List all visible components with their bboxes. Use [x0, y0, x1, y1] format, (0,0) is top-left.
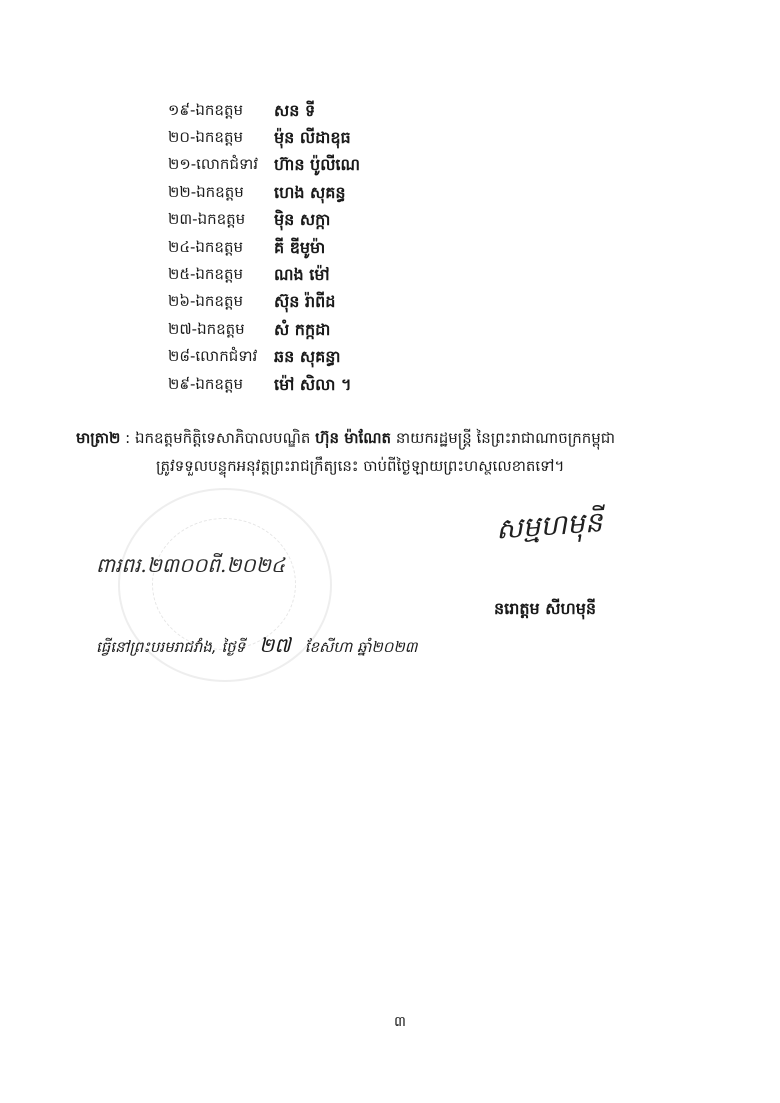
- article-text-after: នាយករដ្ឋមន្ត្រី នៃព្រះរាជាណាចក្រកម្ពុជា: [391, 429, 616, 447]
- royal-signature: សម្មហមុនី: [494, 505, 604, 546]
- item-number: ២៩-: [168, 374, 196, 393]
- item-name: ហេង សុគន្ធ: [274, 182, 346, 202]
- handwritten-day: ២៧: [259, 633, 291, 657]
- item-name: ហ៊ាន ប៉ូលីណេ: [274, 155, 361, 175]
- item-number: ២៦-: [168, 292, 196, 311]
- item-number: ១៩-: [168, 100, 196, 119]
- embossed-seal-inner: [152, 518, 296, 650]
- article-2: [76, 424, 756, 480]
- item-name: ម៉ិន សក្កា: [274, 210, 331, 230]
- item-title: ឯកឧត្តម: [195, 265, 243, 284]
- item-title: ឯកឧត្តម: [197, 319, 245, 338]
- item-title: ឯកឧត្តម: [195, 374, 243, 393]
- article-label: មាត្រា២: [76, 429, 121, 447]
- list-item: [168, 153, 360, 180]
- signer-name: នរោត្តម សីហមុនី: [494, 599, 597, 618]
- appointee-list: [168, 98, 360, 399]
- list-item: [168, 317, 360, 344]
- item-name: ម៉ៅ សិលា ។: [274, 374, 352, 394]
- item-name: ណង ម៉ៅ: [274, 265, 330, 285]
- item-number: ២១-: [168, 155, 197, 174]
- list-item: [168, 125, 360, 152]
- item-title: ឯកឧត្តម: [197, 210, 246, 229]
- item-name: ឆន សុគន្ធា: [274, 347, 341, 367]
- list-item: [168, 235, 360, 262]
- item-name: សន ទី: [274, 100, 316, 120]
- list-item: [168, 262, 360, 289]
- item-name: គី ឌីមូម៉ា: [274, 237, 326, 257]
- item-name: ស៊ុន រ៉ាពីដ: [274, 292, 336, 312]
- place-date-prefix: ធ្វើនៅព្រះបរមរាជវាំង, ថ្ងៃទី: [96, 638, 246, 656]
- item-title: លោកជំទាវ: [196, 155, 259, 174]
- list-item: [168, 290, 360, 317]
- item-number: ២៤-: [168, 237, 196, 256]
- article-line-2: ត្រូវទទួលបន្ទុកអនុវត្តព្រះរាជក្រឹត្យនេះ ចាប់ពីថ្ងៃឡាយព្រះហស្ថលេខាតទៅ។: [156, 457, 565, 475]
- item-title: ឯកឧត្តម: [195, 100, 243, 119]
- handwritten-date: ពារពរ.២៣០០ពី.២០២៤: [96, 553, 285, 577]
- list-item: [168, 372, 360, 399]
- article-text-before: : ឯកឧត្តមកិត្តិទេសាភិបាលបណ្ឌិត: [120, 429, 316, 447]
- place-date-suffix: ខែសីហា ឆ្នាំ២០២៣: [304, 638, 418, 656]
- place-and-date: [96, 632, 418, 662]
- item-title: ឯកឧត្តម: [195, 237, 243, 256]
- list-item: [168, 345, 360, 372]
- item-name: ម៉ុន លីដាឧុធ: [274, 128, 351, 148]
- item-title: ឯកឧត្តម: [196, 182, 244, 201]
- list-item: [168, 208, 360, 235]
- page-number: ៣: [394, 1014, 406, 1030]
- item-number: ២០-: [168, 128, 196, 147]
- item-name: សំ កក្កដា: [274, 319, 331, 339]
- item-number: ២៥-: [168, 265, 196, 284]
- prime-minister-name: ហ៊ុន ម៉ាណែត: [315, 429, 392, 447]
- item-number: ២២-: [168, 182, 197, 201]
- item-number: ២៧-: [168, 319, 198, 338]
- item-title: ឯកឧត្តម: [195, 128, 243, 147]
- list-item: [168, 98, 360, 125]
- item-number: ២៣-: [168, 210, 198, 229]
- list-item: [168, 180, 360, 207]
- item-title: លោកជំទាវ: [195, 347, 258, 366]
- item-number: ២៨-: [168, 347, 196, 366]
- item-title: ឯកឧត្តម: [195, 292, 243, 311]
